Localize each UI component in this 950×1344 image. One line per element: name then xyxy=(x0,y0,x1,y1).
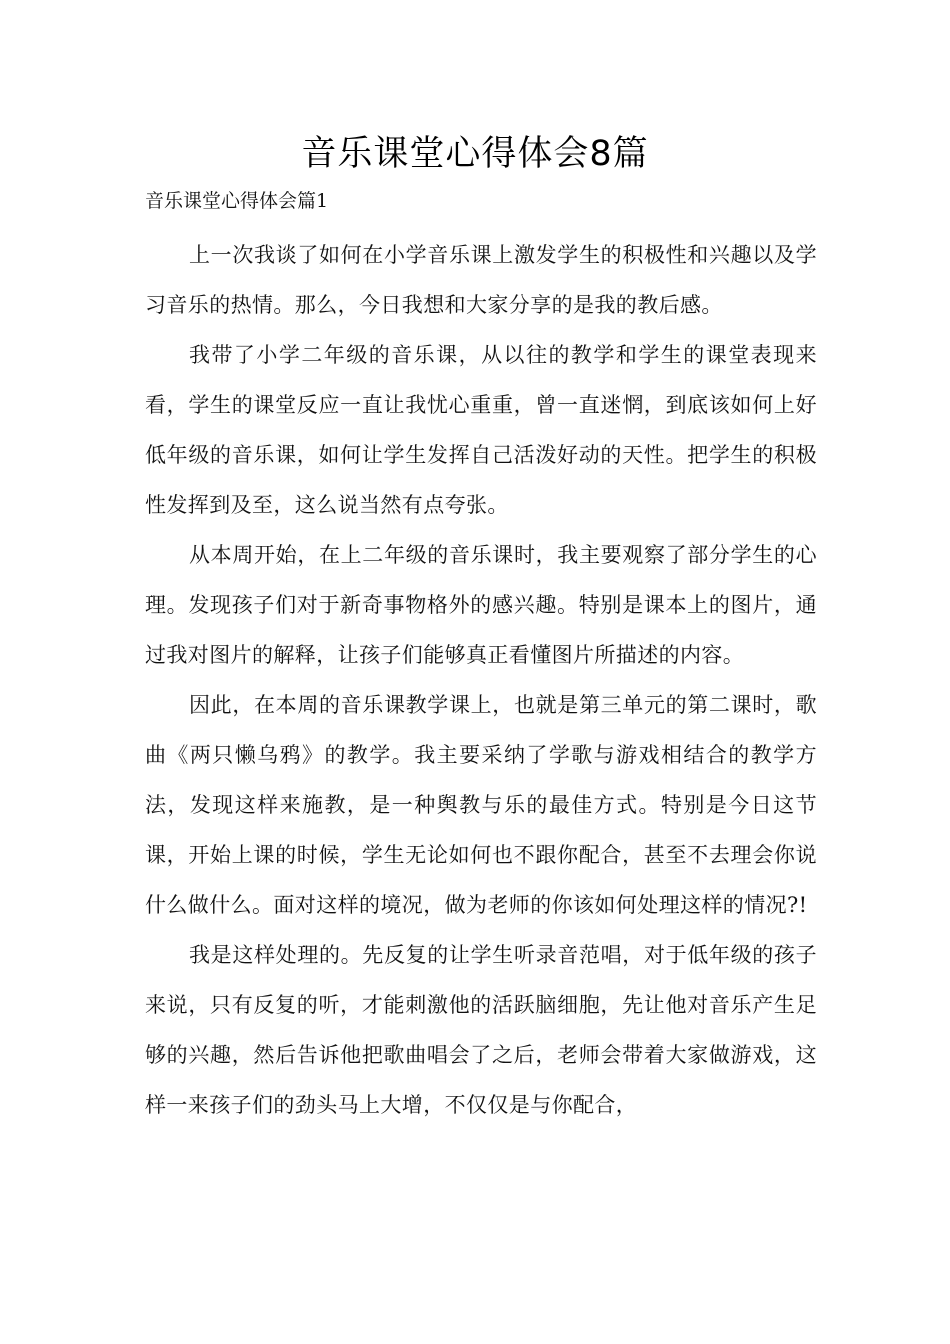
document-title: 音乐课堂心得体会8篇 xyxy=(301,134,649,174)
paragraph: 我带了小学二年级的音乐课，从以往的教学和学生的课堂表现来看，学生的课堂反应一直让我忧心重重，曾一直迷惘，到底该如何上好低年级的音乐课，如何让学生发挥自己活泼好动的天性。把学生的积极性发挥到及至，这么说当然有点夸张。 xyxy=(145,343,817,517)
paragraph: 因此，在本周的音乐课教学课上，也就是第三单元的第二课时，歌曲《两只懒乌鸦》的教学。我主要采纳了学歌与游戏相结合的教学方法，发现这样来施教，是一种舆教与乐的最佳方式。特别是今日这节课，开始上课的时候，学生无论如何也不跟你配合，甚至不去理会你说什么做什么。面对这样的境况，做为老师的你该如何处理这样的情况?! xyxy=(145,693,817,917)
section-heading: 音乐课堂心得体会篇1 xyxy=(145,190,329,212)
paragraph: 从本周开始，在上二年级的音乐课时，我主要观察了部分学生的心理。发现孩子们对于新奇事物格外的感兴趣。特别是课本上的图片，通过我对图片的解释，让孩子们能够真正看懂图片所描述的内容。 xyxy=(145,543,817,667)
paragraph: 我是这样处理的。先反复的让学生听录音范唱，对于低年级的孩子来说，只有反复的听，才能刺激他的活跃脑细胞，先让他对音乐产生足够的兴趣，然后告诉他把歌曲唱会了之后，老师会带着大家做游戏，这样一来孩子们的劲头马上大增，不仅仅是与你配合， xyxy=(145,943,817,1117)
document-body xyxy=(145,230,817,1130)
paragraph: 上一次我谈了如何在小学音乐课上激发学生的积极性和兴趣以及学习音乐的热情。那么，今日我想和大家分享的是我的教后感。 xyxy=(145,243,817,317)
